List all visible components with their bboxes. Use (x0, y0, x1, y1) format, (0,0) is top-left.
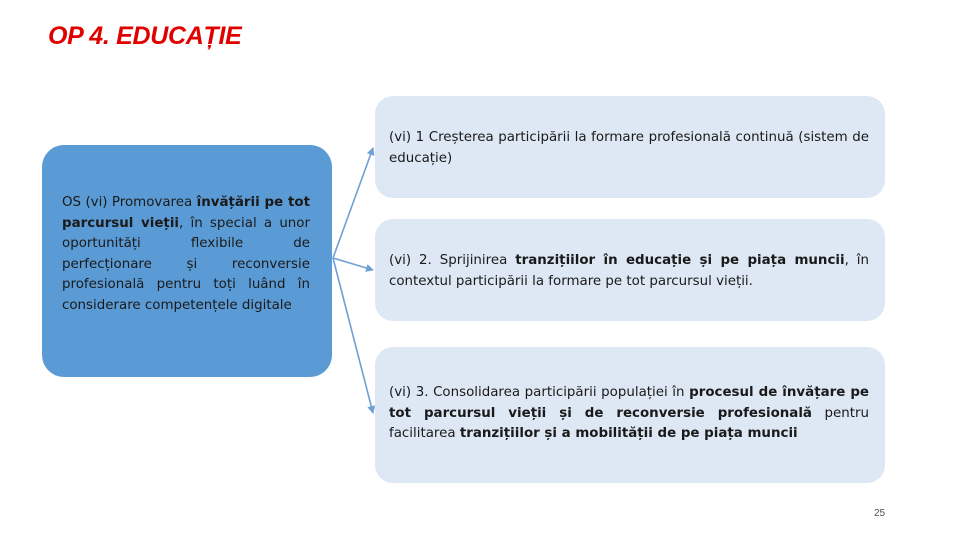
measure-text-1 (389, 128, 869, 169)
objective-text-segment: , în special a unor oportunități flexibile de perfecționare și reconversie profesională pentru toți luând în considerare competențele digitale (62, 215, 310, 313)
page-number: 25 (874, 508, 886, 519)
measure-text-segment: (vi) 2. Sprijinirea (389, 253, 516, 268)
arrow-to-box-3 (333, 258, 373, 413)
objective-text-segment-bold: învățării pe tot parcursul vieții (62, 195, 310, 231)
measure-text-2 (389, 251, 869, 292)
measure-text-segment: pentru facilitarea (389, 405, 869, 441)
measure-text-segment: (vi) 1 Creșterea participării la formare profesională continuă (sistem de educație) (389, 130, 869, 166)
objective-text-segment: OS (vi) Promovarea (62, 195, 197, 210)
measure-text-segment: (vi) 3. Consolidarea participării populației în (389, 385, 690, 400)
arrow-to-box-2 (333, 258, 373, 270)
measure-text-3 (389, 383, 869, 445)
page-title: OP 4. EDUCAȚIE (48, 22, 242, 50)
arrow-to-box-1 (333, 148, 373, 258)
measure-text-segment: , în contextul participării la formare pe tot parcursul vieții. (389, 253, 869, 289)
measure-text-segment-bold: tranzițiilor în educație și pe piața muncii (515, 253, 845, 268)
measure-text-segment-bold: procesul de învățare pe tot parcursul vieții și de reconversie profesională (389, 385, 869, 421)
measure-text-segment-bold: tranzițiilor și a mobilității de pe piața muncii (459, 426, 798, 441)
